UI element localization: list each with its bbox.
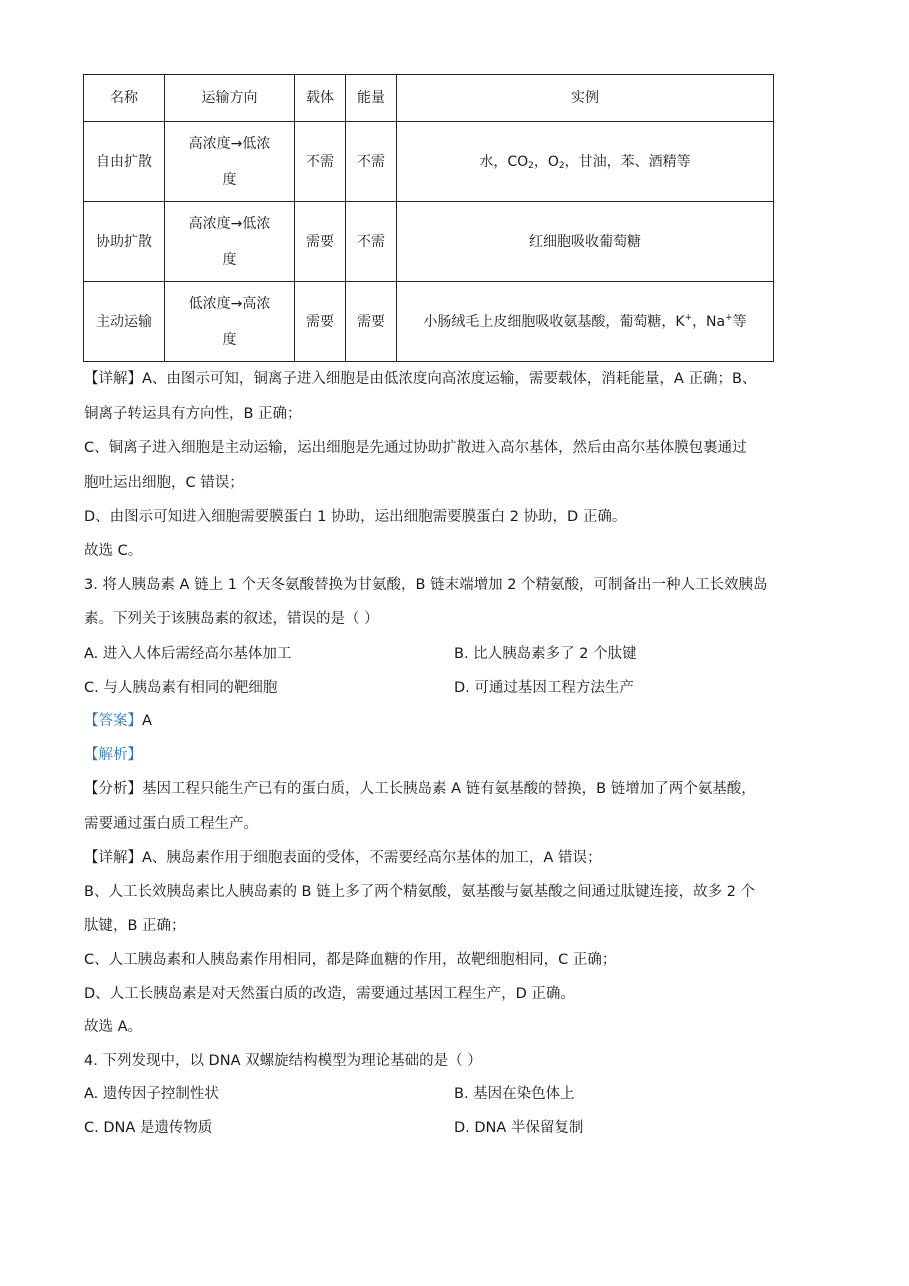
transport-table bbox=[83, 74, 774, 362]
header-cell: 实例 bbox=[397, 75, 774, 122]
q2-conclusion: 故选 C。 bbox=[84, 543, 143, 559]
example-text: ，O bbox=[533, 153, 559, 170]
example-cell: 红细胞吸收葡萄糖 bbox=[397, 202, 774, 282]
q3-answer bbox=[84, 711, 152, 731]
header-cell: 运输方向 bbox=[165, 75, 295, 122]
q3-detail-line: B、人工长效胰岛素比人胰岛素的 B 链上多了两个精氨酸，氨基酸与氨基酸之间通过肽键连接，故多 2 个 bbox=[84, 884, 756, 900]
q2-detail-line: 【详解】A、由图示可知，铜离子进入细胞是由低浓度向高浓度运输，需要载体，消耗能量，A 正确；B、 bbox=[84, 371, 757, 387]
header-cell: 能量 bbox=[346, 75, 397, 122]
direction-line: 低浓度→高浓 bbox=[188, 295, 271, 312]
carrier-cell: 不需 bbox=[295, 122, 346, 202]
header-cell: 载体 bbox=[295, 75, 346, 122]
subscript: 2 bbox=[558, 160, 565, 171]
example-text: 等 bbox=[732, 313, 747, 330]
name-cell: 主动运输 bbox=[84, 282, 165, 362]
superscript: + bbox=[684, 312, 693, 323]
q3-detail-line: 【详解】A、胰岛素作用于细胞表面的受体，不需要经高尔基体的加工，A 错误； bbox=[84, 850, 602, 866]
subscript: 2 bbox=[528, 160, 534, 171]
direction-line: 度 bbox=[222, 331, 237, 348]
q4-option-c: C. DNA 是遗传物质 bbox=[84, 1120, 213, 1136]
q3-stem-line: 3. 将人胰岛素 A 链上 1 个天冬氨酸替换为甘氨酸，B 链末端增加 2 个精氨酸，可制备出一种人工长效胰岛 bbox=[84, 577, 768, 593]
direction-line: 高浓度→低浓 bbox=[188, 215, 271, 232]
energy-cell: 不需 bbox=[346, 202, 397, 282]
direction-cell bbox=[165, 282, 295, 362]
example-cell bbox=[397, 122, 774, 202]
answer-value: A bbox=[142, 713, 152, 729]
direction-cell bbox=[165, 122, 295, 202]
q3-option-b: B. 比人胰岛素多了 2 个肽键 bbox=[454, 646, 637, 662]
table-row bbox=[84, 282, 774, 362]
example-cell bbox=[397, 282, 774, 362]
example-text: 水，CO bbox=[479, 153, 529, 170]
q3-detail-line: C、人工胰岛素和人胰岛素作用相同，都是降血糖的作用，故靶细胞相同，C 正确； bbox=[84, 952, 617, 968]
answer-label: 【答案】 bbox=[84, 713, 142, 729]
q3-option-a: A. 进入人体后需经高尔基体加工 bbox=[84, 646, 292, 662]
table-row bbox=[84, 122, 774, 202]
example-text: ，甘油，苯、酒精等 bbox=[564, 153, 691, 170]
superscript: + bbox=[725, 312, 733, 323]
q3-detail-line: 肽键，B 正确； bbox=[84, 918, 186, 934]
q3-analysis-label: 【解析】 bbox=[84, 747, 142, 763]
name-cell: 协助扩散 bbox=[84, 202, 165, 282]
q3-analysis-line: 【分析】基因工程只能生产已有的蛋白质，人工长胰岛素 A 链有氨基酸的替换，B 链增加了两个氨基酸， bbox=[84, 781, 756, 797]
q2-detail-line: C、铜离子进入细胞是主动运输，运出细胞是先通过协助扩散进入高尔基体，然后由高尔基体膜包裹通过 bbox=[84, 440, 747, 456]
example-text: 小肠绒毛上皮细胞吸收氨基酸，葡萄糖，K bbox=[423, 313, 685, 330]
energy-cell: 需要 bbox=[346, 282, 397, 362]
q4-stem: 4. 下列发现中，以 DNA 双螺旋结构模型为理论基础的是（ ） bbox=[84, 1053, 482, 1069]
direction-line: 度 bbox=[222, 251, 237, 268]
carrier-cell: 需要 bbox=[295, 202, 346, 282]
carrier-cell: 需要 bbox=[295, 282, 346, 362]
q3-conclusion: 故选 A。 bbox=[84, 1019, 143, 1035]
q3-option-c: C. 与人胰岛素有相同的靶细胞 bbox=[84, 680, 278, 696]
direction-line: 度 bbox=[222, 171, 237, 188]
name-cell: 自由扩散 bbox=[84, 122, 165, 202]
header-cell: 名称 bbox=[84, 75, 165, 122]
q2-detail-line: D、由图示可知进入细胞需要膜蛋白 1 协助，运出细胞需要膜蛋白 2 协助，D 正确。 bbox=[84, 509, 627, 525]
q3-analysis-line: 需要通过蛋白质工程生产。 bbox=[84, 816, 258, 832]
table-header-row bbox=[84, 75, 774, 122]
q4-option-b: B. 基因在染色体上 bbox=[454, 1086, 575, 1102]
example-text: ，Na bbox=[692, 313, 726, 330]
table-row bbox=[84, 202, 774, 282]
q2-detail-line: 铜离子转运具有方向性，B 正确； bbox=[84, 406, 302, 422]
q3-option-d: D. 可通过基因工程方法生产 bbox=[454, 680, 634, 696]
q4-option-d: D. DNA 半保留复制 bbox=[454, 1120, 584, 1136]
energy-cell: 不需 bbox=[346, 122, 397, 202]
q4-option-a: A. 遗传因子控制性状 bbox=[84, 1086, 219, 1102]
q2-detail-line: 胞吐运出细胞，C 错误； bbox=[84, 475, 244, 491]
q3-stem-line: 素。下列关于该胰岛素的叙述，错误的是（ ） bbox=[84, 611, 379, 627]
q3-detail-line: D、人工长胰岛素是对天然蛋白质的改造，需要通过基因工程生产，D 正确。 bbox=[84, 986, 575, 1002]
direction-line: 高浓度→低浓 bbox=[188, 135, 271, 152]
direction-cell bbox=[165, 202, 295, 282]
